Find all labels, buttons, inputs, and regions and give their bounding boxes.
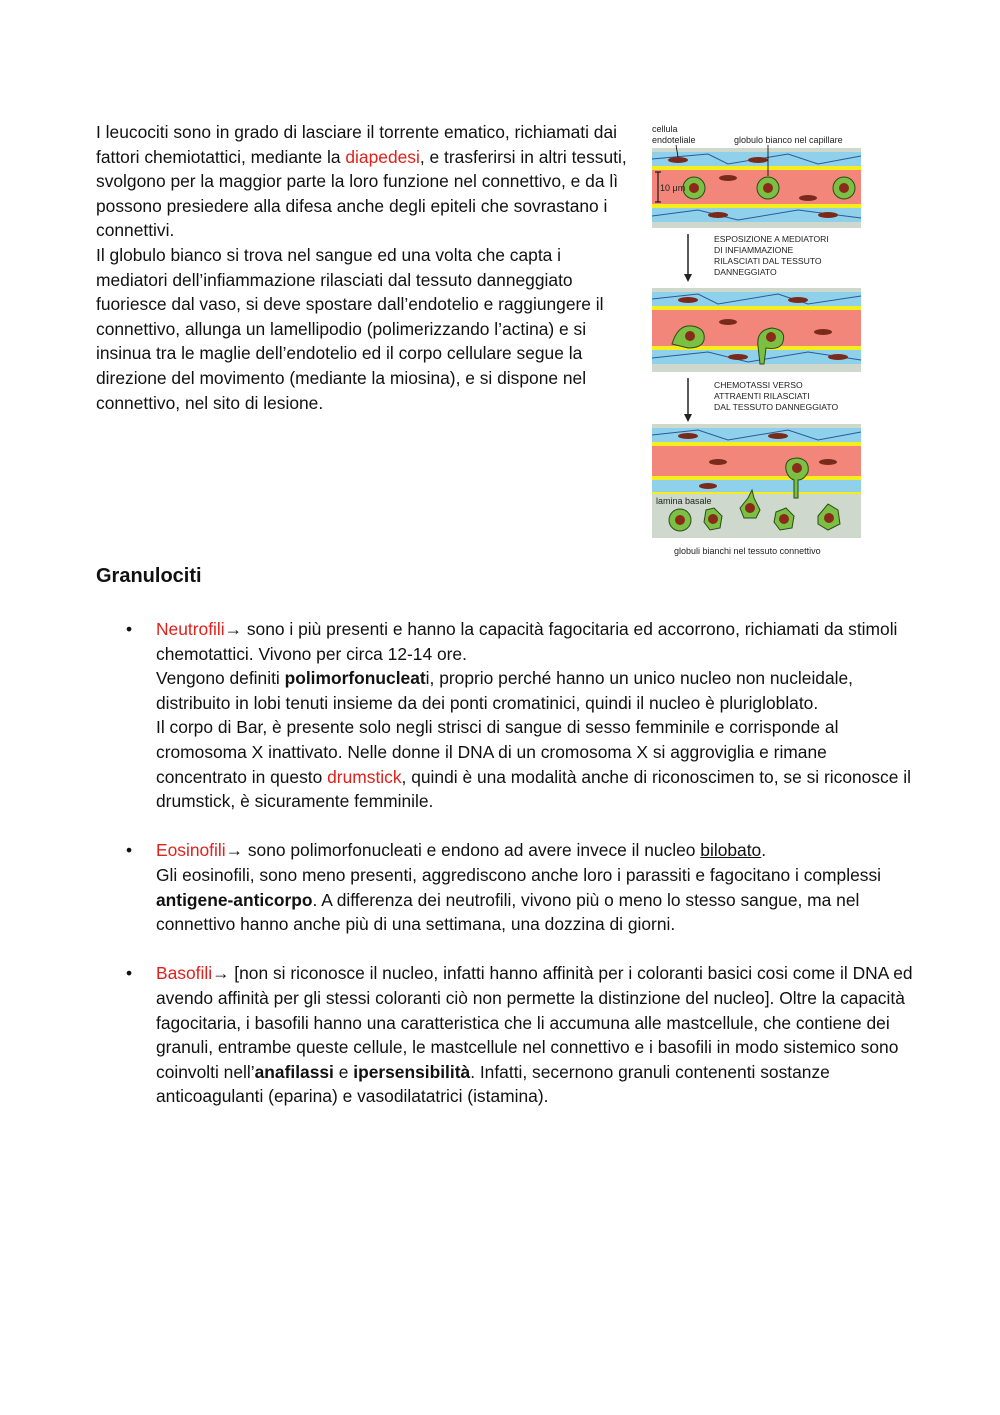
neutrofili-text: Vengono definiti	[156, 668, 285, 689]
diapedesis-svg	[648, 118, 870, 560]
term-ipersensibilita: ipersensibilità	[353, 1061, 471, 1082]
arrow-icon: →	[224, 619, 243, 639]
neutrofili-text: , quindi è una modalità anche di riconoscimen to, se si riconosce il drumstick, è sicuramente femminile.	[156, 766, 911, 812]
intro-text-span: , e trasferirsi in altri tessuti, svolgono per la maggior parte la loro funzione nel connettivo, e da lì possono presiedere alla difesa anche degli epiteli che sovrastano i connettivi.	[96, 146, 627, 241]
panel-capillary	[652, 124, 861, 228]
eosinofili-para-1	[156, 838, 916, 863]
intro-text	[96, 120, 636, 415]
list-item-eosinofili	[126, 838, 916, 936]
list-item-basofili	[126, 961, 916, 1109]
eosinofili-text: sono polimorfonucleati e endono ad avere invece il nucleo	[243, 840, 701, 861]
term-anafilassi: anafilassi	[254, 1061, 334, 1082]
intro-text-span: I leucociti sono in grado di lasciare il torrente ematico, richiamati dai fattori chemiotattici, mediante la	[96, 122, 617, 167]
basofili-para-1	[156, 961, 916, 1109]
diapedesis-diagram	[648, 118, 870, 560]
term-eosinofili: Eosinofili	[156, 840, 226, 861]
panel-adhesion	[652, 288, 861, 372]
neutrofili-para-3	[156, 715, 916, 813]
figure-caption: globuli bianchi nel tessuto connettivo	[674, 546, 821, 556]
eosinofili-text: .	[761, 840, 767, 861]
label-size: 10 μm	[660, 183, 686, 193]
term-drumstick: drumstick	[327, 766, 402, 787]
label-cell-line1: cellula	[652, 124, 678, 134]
panel-migration	[652, 424, 861, 556]
intro-paragraph-2: Il globulo bianco si trova nel sangue ed una volta che capta i mediatori dell’infiammazione rilasciati dal tessuto danneggiato fuoriesce dal vaso, si deve spostare dall’endotelio e raggiungere il connettivo, allunga un lamellipodio (polimerizzando l’actina) e si insinua tra le maglie dell’endotelio ed il corpo cellulare segue la direzione del movimento (mediante la miosina), e si dispone nel connettivo, nel sito di lesione.	[96, 244, 604, 413]
term-diapedesi: diapedesi	[345, 146, 420, 167]
term-bilobato: bilobato	[700, 840, 762, 861]
list-item-neutrofili	[126, 617, 916, 814]
step2-line2: ATTRAENTI RILASCIATI	[714, 391, 810, 401]
arrow-step-1	[684, 234, 829, 282]
intro-paragraph-1	[96, 120, 636, 243]
label-cell-line2: endoteliale	[652, 135, 696, 145]
basofili-text: e	[333, 1061, 354, 1082]
bullet-marker: •	[126, 963, 133, 984]
neutrofili-para-2	[156, 666, 916, 715]
eosinofili-text: . A differenza dei neutrofili, vivono più o meno lo stesso sangue, ma nel connettivo hanno anche più di una settimana, una dozzina di giorni.	[156, 889, 860, 935]
arrow-icon: →	[212, 963, 230, 984]
step2-line1: CHEMOTASSI VERSO	[714, 380, 803, 390]
term-antigene-anticorpo: antigene-anticorpo	[156, 889, 313, 910]
basofili-text: . Infatti, secernono granuli contenenti sostanze anticoagulanti (eparina) e vasodilatatrici (istamina).	[156, 1061, 830, 1107]
step1-line1: ESPOSIZIONE A MEDIATORI	[714, 234, 829, 244]
eosinofili-para-2	[156, 863, 916, 937]
section-title-granulociti: Granulociti	[96, 565, 202, 587]
step1-line3: RILASCIATI DAL TESSUTO	[714, 256, 822, 266]
eosinofili-text: Gli eosinofili, sono meno presenti, aggrediscono anche loro i parassiti e fagocitano i complessi	[156, 864, 882, 885]
label-lamina: lamina basale	[656, 496, 712, 506]
bullet-marker: •	[126, 619, 133, 639]
neutrofili-para-1	[156, 617, 916, 666]
step1-line4: DANNEGGIATO	[714, 267, 777, 277]
bullet-marker: •	[126, 840, 133, 861]
term-neutrofili: Neutrofili	[156, 619, 225, 639]
arrow-icon: →	[225, 840, 243, 861]
basofili-text: [non si riconosce il nucleo, infatti hanno affinità per i coloranti basici cosi come il DNA ed avendo affinità per gli stessi coloranti ciò non permette la distinzione del nucleo]. Oltre la capacità fagocitaria, i basofili hanno una caratteristica che li accumuna alle mastcellule, che contiene dei granuli, entrambe queste cellule, le mastcellule nel connettivo e i basofili in modo sistemico sono coinvolti nell’	[156, 963, 913, 1082]
neutrofili-text: sono i più presenti e hanno la capacità fagocitaria ed accorrono, richiamati da stimoli chemotattici. Vivono per circa 12-14 ore.	[156, 619, 898, 664]
term-polimorfonucleati: polimorfonucleat	[284, 668, 426, 689]
granulocyte-list	[126, 617, 916, 1133]
step2-line3: DAL TESSUTO DANNEGGIATO	[714, 402, 839, 412]
arrow-step-2	[684, 378, 838, 422]
step1-line2: DI INFIAMMAZIONE	[714, 245, 794, 255]
neutrofili-text: Il corpo di Bar, è presente solo negli strisci di sangue di sesso femminile e corrisponde al cromosoma X inattivato. Nelle donne il DNA di un cromosoma X si aggroviglia e rimane concentrato in questo	[156, 717, 839, 787]
label-wbc-capillary: globulo bianco nel capillare	[734, 135, 843, 145]
term-basofili: Basofili	[156, 963, 213, 984]
neutrofili-text: i, proprio perché hanno un unico nucleo non nucleidale, distribuito in lobi tenuti insieme da dei ponti cromatinici, quindi il nucleo è plurigloblato.	[156, 668, 854, 713]
